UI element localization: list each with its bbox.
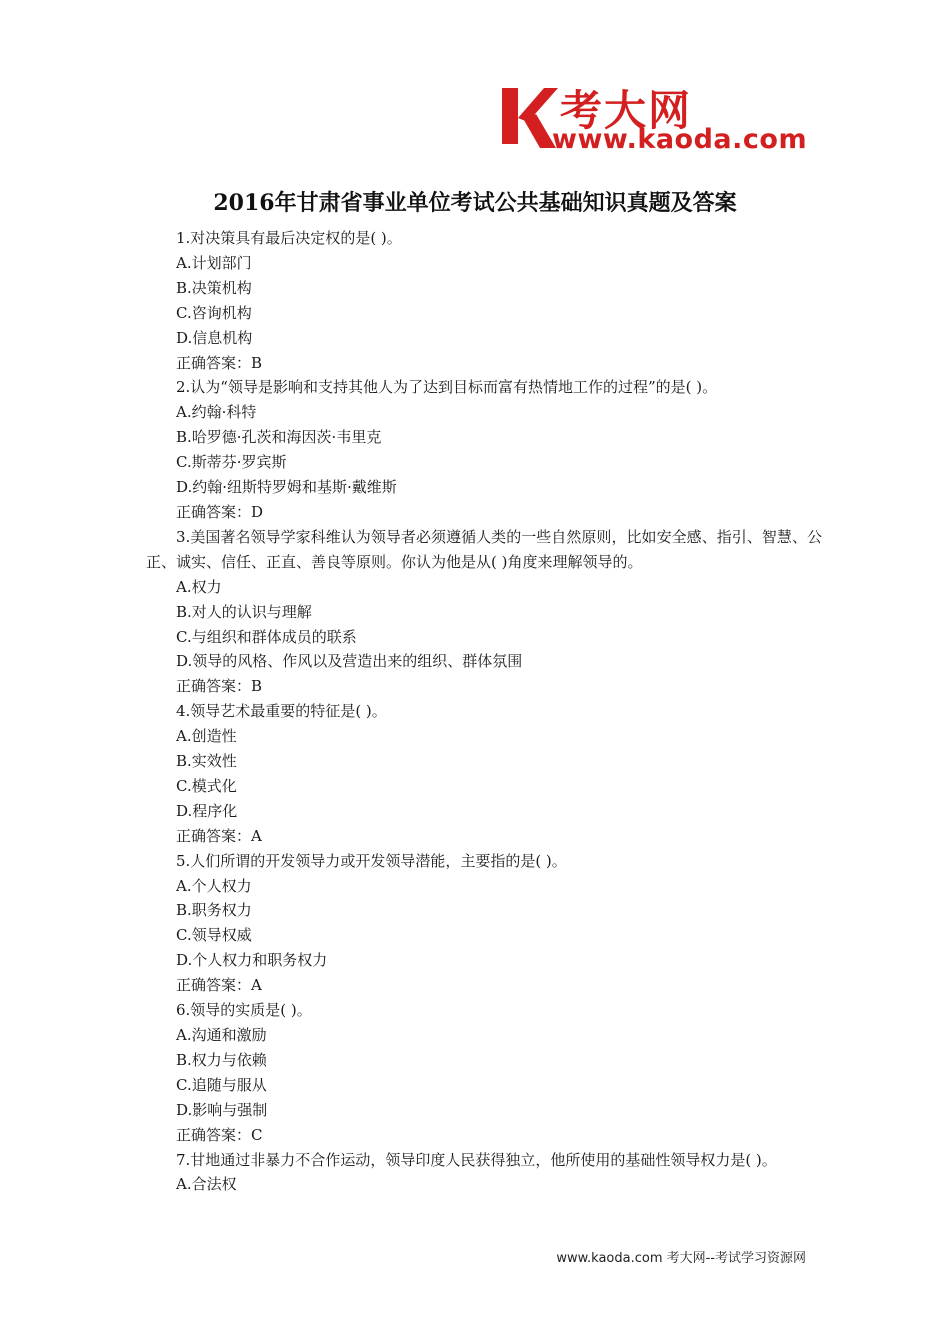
- option-line: C.领导权威: [176, 926, 252, 945]
- question-text: 3.美国著名领导学家科维认为领导者必须遵循人类的一些自然原则，比如安全感、指引、智慧、公正、诚实、信任、正直、善良等原则。你认为他是从( )角度来理解领导的。: [146, 527, 822, 571]
- option-line: B.职务权力: [176, 901, 252, 920]
- option-line: A.合法权: [176, 1175, 237, 1194]
- answer-line: 正确答案：A: [176, 976, 262, 995]
- option-line: D.影响与强制: [176, 1100, 268, 1119]
- option-line: A.个人权力: [176, 876, 252, 895]
- option-line: B.决策机构: [176, 278, 252, 297]
- question-text: 4.领导艺术最重要的特征是( )。: [176, 702, 387, 721]
- question-text: 6.领导的实质是( )。: [176, 1001, 312, 1020]
- question-text: 2.认为“领导是影响和支持其他人为了达到目标而富有热情地工作的过程”的是( )。: [176, 378, 718, 397]
- option-line: D.约翰·纽斯特罗姆和基斯·戴维斯: [176, 478, 397, 497]
- option-line: B.权力与依赖: [176, 1050, 267, 1069]
- option-line: D.领导的风格、作风以及营造出来的组织、群体氛围: [176, 652, 523, 671]
- option-line: D.程序化: [176, 801, 238, 820]
- option-line: D.信息机构: [176, 328, 253, 347]
- logo-brand-text: 考大网: [560, 86, 693, 135]
- option-line: A.沟通和激励: [176, 1026, 267, 1044]
- option-line: B.哈罗德·孔茨和海因茨·韦里克: [176, 428, 382, 447]
- answer-line: 正确答案：A: [176, 826, 262, 845]
- logo-url-text: www.kaoda.com: [552, 124, 808, 155]
- option-line: A.约翰·科特: [176, 403, 257, 422]
- option-line: C.与组织和群体成员的联系: [176, 627, 357, 646]
- page-footer: www.kaoda.com 考大网--考试学习资源网: [556, 1251, 806, 1266]
- k-logo-icon: [494, 84, 560, 150]
- option-line: C.模式化: [176, 776, 237, 795]
- option-line: A.创造性: [176, 727, 237, 746]
- option-line: A.权力: [176, 577, 222, 596]
- question-text: 5.人们所谓的开发领导力或开发领导潜能，主要指的是( )。: [176, 851, 567, 870]
- kaoda-logo: [494, 80, 814, 160]
- option-line: D.个人权力和职务权力: [176, 951, 328, 970]
- option-line: C.追随与服从: [176, 1075, 267, 1094]
- question-text: 1.对决策具有最后决定权的是( )。: [176, 229, 402, 247]
- answer-line: 正确答案：D: [176, 502, 264, 521]
- document-title: 2016年甘肃省事业单位考试公共基础知识真题及答案: [213, 190, 737, 216]
- option-line: B.对人的认识与理解: [176, 602, 312, 621]
- answer-line: 正确答案：C: [176, 1125, 263, 1144]
- option-line: A.计划部门: [176, 253, 252, 272]
- option-line: B.实效性: [176, 752, 237, 771]
- answer-line: 正确答案：B: [176, 353, 263, 372]
- option-line: C.斯蒂芬·罗宾斯: [176, 453, 287, 472]
- option-line: C.咨询机构: [176, 303, 252, 322]
- question-text: 7.甘地通过非暴力不合作运动，领导印度人民获得独立，他所使用的基础性领导权力是( )。: [176, 1150, 777, 1169]
- question-list: [146, 226, 822, 1197]
- answer-line: 正确答案：B: [176, 677, 263, 696]
